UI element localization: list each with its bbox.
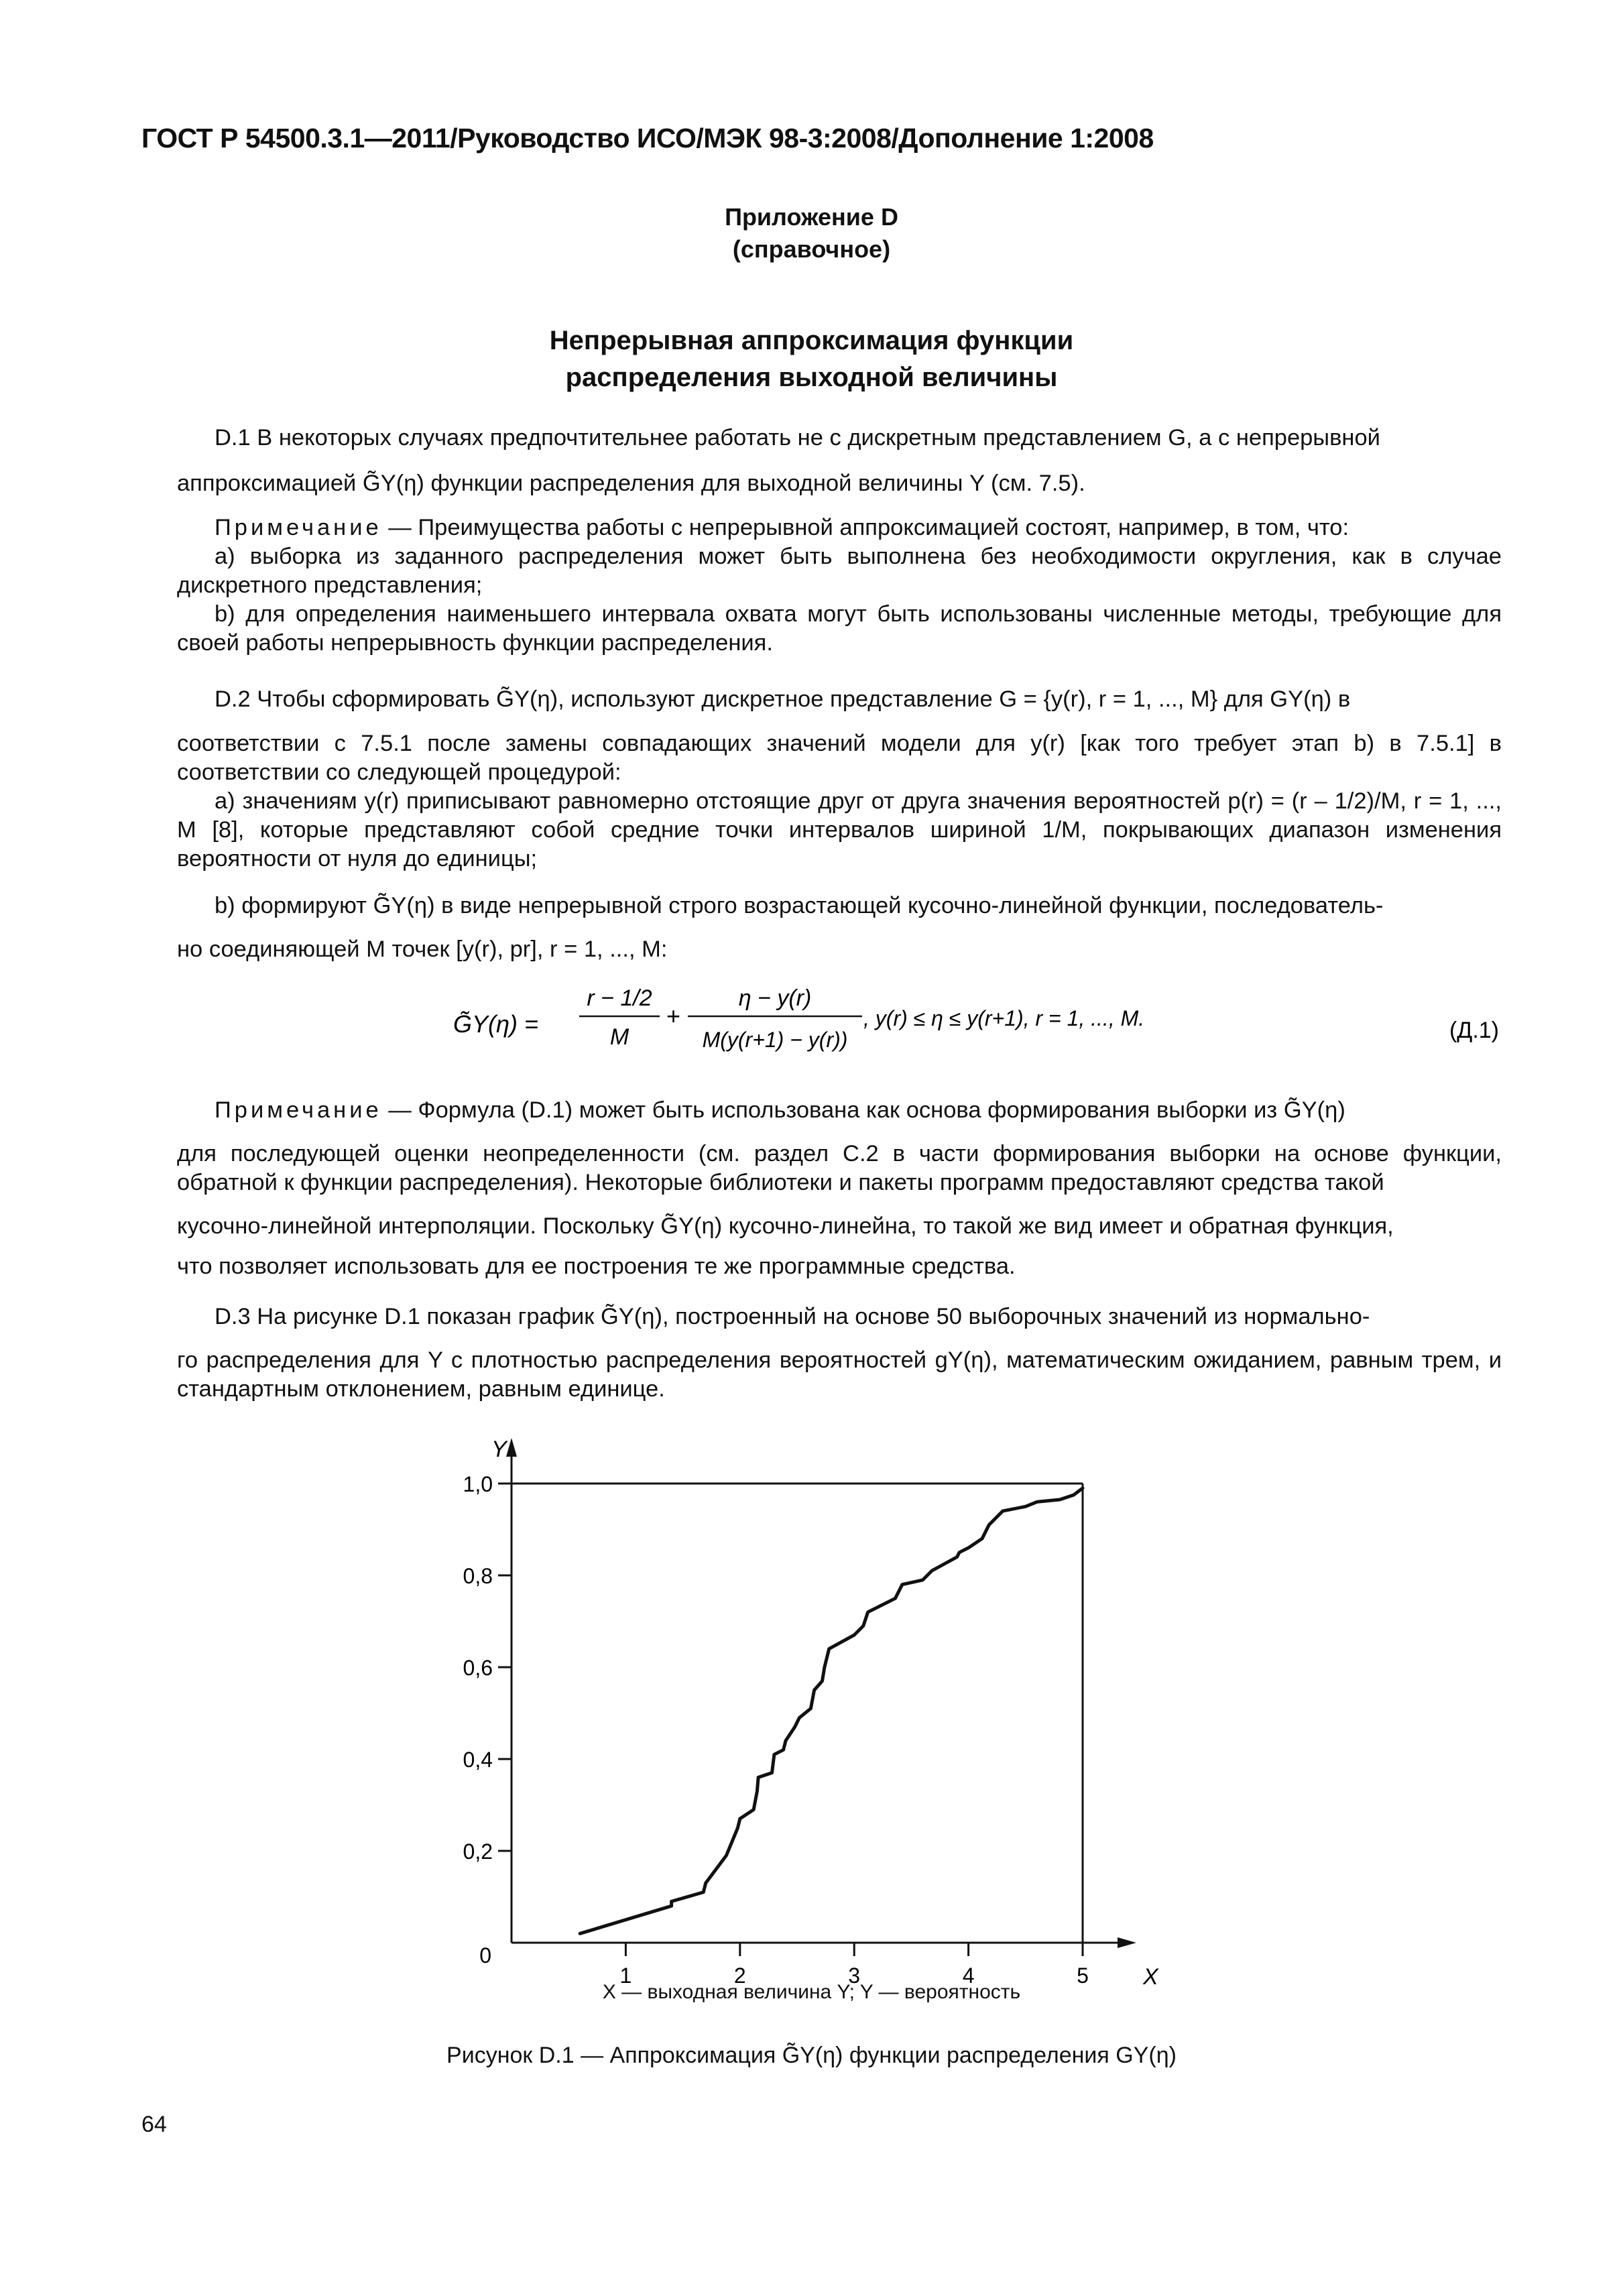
paragraph-d2-item-b-line-1: b) формируют G̃Y(η) в виде непрерывной строго возрастающей кусочно-линейной функции, последователь- xyxy=(215,893,1384,918)
formula-condition: , y(r) ≤ η ≤ y(r+1), r = 1, ..., M. xyxy=(863,1006,1145,1030)
y-tick-label: 0 xyxy=(479,1943,491,1968)
x-axis-label: X xyxy=(1143,1964,1158,1990)
note-1-item-b: b) для определения наименьшего интервала охвата могут быть использованы численные методы, требующие для своей работы непрерывность функции распределения. xyxy=(177,601,1502,656)
note-1-text: — Преимущества работы с непрерывной аппроксимацией состоят, например, в том, что: xyxy=(388,515,1349,540)
y-axis-label: Y xyxy=(491,1437,507,1462)
paragraph-d1-line-1: D.1 В некоторых случаях предпочтительнее работать не с дискретным представлением G, а с непрерывной xyxy=(215,425,1380,450)
formula-fraction-2-denominator: M(y(r+1) − y(r)) xyxy=(702,1028,848,1052)
note-2-line-1 xyxy=(177,1096,1502,1125)
note-1-label: Примечание xyxy=(215,515,382,540)
x-tick-label: 2 xyxy=(733,1963,746,1988)
x-tick-label: 3 xyxy=(848,1963,861,1988)
y-tick-label: 0,6 xyxy=(463,1656,493,1680)
note-2-line-4: что позволяет использовать для ее построения те же программные средства. xyxy=(177,1254,1016,1279)
figure-d1 xyxy=(402,1420,1180,2037)
chart-axes xyxy=(506,1438,1136,1948)
y-tick-label: 0,8 xyxy=(463,1564,493,1588)
note-1-intro xyxy=(177,513,1502,542)
note-2-label: Примечание xyxy=(215,1097,382,1123)
page-number: 64 xyxy=(141,2112,167,2137)
document-header: ГОСТ Р 54500.3.1—2011/Руководство ИСО/МЭК 98-3:2008/Дополнение 1:2008 xyxy=(141,123,1154,154)
axis-caption: X — выходная величина Y; Y — вероятность xyxy=(602,1981,1021,2003)
note-2-line-2: для последующей оценки неопределенности (см. раздел С.2 в части формирования выборки на основе функции, обратной к функции распределения). Некоторые библиотеки и пакеты программ предоставляют средства такой xyxy=(177,1141,1502,1195)
note-1-item-a: a) выборка из заданного распределения может быть выполнена без необходимости округления, как в случае дискретного представления; xyxy=(177,544,1502,598)
chart-series xyxy=(580,1488,1083,1933)
paragraph-d3-line-2: го распределения для Y с плотностью распределения вероятностей gY(η), математическим ожиданием, равным трем, и стандартным отклонением, равным единице. xyxy=(177,1347,1502,1402)
formula-plus: + xyxy=(666,1002,681,1030)
formula-d1 xyxy=(453,977,1499,1071)
x-tick-label: 1 xyxy=(619,1963,632,1988)
annex-subtitle: (справочное) xyxy=(732,235,891,263)
note-2-line-3: кусочно-линейной интерполяции. Поскольку G̃Y(η) кусочно-линейна, то такой же вид имеет и обратная функция, xyxy=(177,1213,1394,1239)
formula-number: (Д.1) xyxy=(1449,1018,1499,1043)
paragraph-d1-line-2: аппроксимацией G̃Y(η) функции распределения для выходной величины Y (см. 7.5). xyxy=(177,471,1085,496)
paragraph-d2-line-2: соответствии с 7.5.1 после замены совпадающих значений модели для y(r) [как того требует этап b) в 7.5.1] в соответствии со следующей процедурой: xyxy=(177,731,1502,785)
y-tick-label: 0,2 xyxy=(463,1839,493,1864)
paragraph-d2-item-b-line-2: но соединяющей M точек [y(r), pr], r = 1, ..., M: xyxy=(177,936,668,962)
formula-lhs: G̃Y(η) = xyxy=(453,1010,539,1038)
distribution-curve xyxy=(580,1488,1083,1933)
paragraph-d2-line-1: D.2 Чтобы сформировать G̃Y(η), используют дискретное представление G = {y(r), r = 1, ..., M} для GY(η) в xyxy=(215,686,1351,712)
x-tick-label: 5 xyxy=(1077,1963,1089,1988)
formula-d1-graphic xyxy=(453,977,1499,1071)
y-axis-arrow xyxy=(506,1438,517,1457)
y-tick-label: 0,4 xyxy=(463,1748,493,1772)
paragraph-d3-line-1: D.3 На рисунке D.1 показан график G̃Y(η), построенный на основе 50 выборочных значений из нормально- xyxy=(215,1304,1370,1329)
annex-title: Приложение D xyxy=(725,203,898,231)
distribution-chart xyxy=(402,1420,1180,2037)
formula-fraction-2-numerator: η − y(r) xyxy=(738,985,812,1011)
formula-fraction-1-numerator: r − 1/2 xyxy=(587,985,652,1011)
section-title-line-2: распределения выходной величины xyxy=(565,363,1058,392)
x-tick-label: 4 xyxy=(962,1963,975,1988)
chart-ticks xyxy=(463,1437,1159,1990)
section-title-line-1: Непрерывная аппроксимация функции xyxy=(549,326,1074,355)
note-2-text: — Формула (D.1) может быть использована как основа формирования выборки из G̃Y(η) xyxy=(388,1097,1345,1123)
x-axis-arrow xyxy=(1118,1937,1136,1948)
paragraph-d2-item-a: a) значениям y(r) приписывают равномерно отстоящие друг от друга значения вероятностей p(r) = (r – 1/2)/M, r = 1, ..., M [8], которые представляют собой средние точки интервалов шириной 1/M, покрывающих диапазон изменения вероятности от нуля до единицы; xyxy=(177,788,1502,871)
figure-caption: Рисунок D.1 — Аппроксимация G̃Y(η) функции распределения GY(η) xyxy=(446,2043,1177,2068)
y-tick-label: 1,0 xyxy=(463,1472,493,1496)
formula-fraction-1-denominator: M xyxy=(609,1024,629,1050)
